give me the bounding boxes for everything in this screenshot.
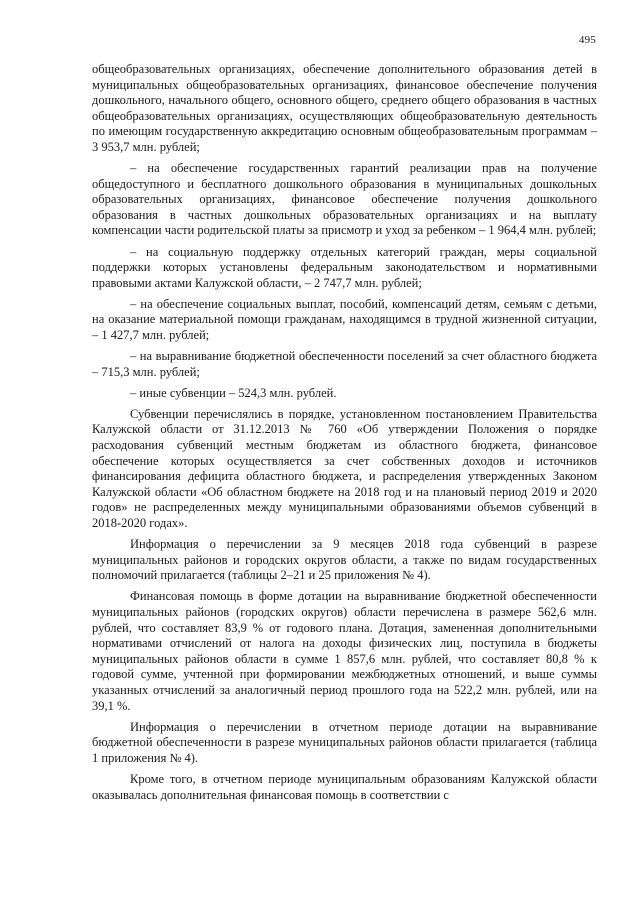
paragraph-additional-aid: Кроме того, в отчетном периоде муниципальным образованиям Калужской области оказывалась дополнительная финансовая помощь в соответствии с — [92, 771, 597, 802]
page-number: 495 — [578, 34, 596, 46]
paragraph-dotation-info: Информация о перечислении в отчетном периоде дотации на выравнивание бюджетной обеспеченности в разрезе муниципальных районов области прилагается (таблица 1 приложения № 4). — [92, 719, 597, 765]
page-body — [92, 62, 597, 809]
paragraph-preschool-guarantees: – на обеспечение государственных гарантий реализации прав на получение общедоступного и бесплатного дошкольного образования в муниципальных дошкольных образовательных организациях, финансовое обеспечение получения дошкольного образования в частных дошкольных образовательных организациях и на выплату компенсации части родительской платы за присмотр и уход за ребенком – 1 964,4 млн. рублей; — [92, 161, 597, 238]
paragraph-social-support: – на социальную поддержку отдельных категорий граждан, меры социальной поддержки которых установлены федеральным законодательством и нормативными правовыми актами Калужской области, – 2 747,7 млн. рублей; — [92, 244, 597, 290]
paragraph-subventions-order: Субвенции перечислялись в порядке, установленном постановлением Правительства Калужской области от 31.12.2013 № 760 «Об утверждении Положения о порядке расходования субвенций местным бюджетам из областного бюджета, финансовое обеспечение которых осуществляется за счет собственных доходов и источников финансирования дефицита областного бюджета, и распределения утвержденных Законом Калужской области «Об областном бюджете на 2018 год и на плановый период 2019 и 2020 годов» не распределенных между муниципальными образованиями объемов субвенций в 2018-2020 годах». — [92, 406, 597, 531]
paragraph-budget-equalization: – на выравнивание бюджетной обеспеченности поселений за счет областного бюджета – 715,3 млн. рублей; — [92, 349, 597, 379]
paragraph-financial-aid: Финансовая помощь в форме дотации на выравнивание бюджетной обеспеченности муниципальных районов (городских округов) области перечислена в размере 562,6 млн. рублей, что составляет 83,9 % от годового плана. Дотация, замененная дополнительными нормативами отчислений от налога на доходы физических лиц, поступила в бюджеты муниципальных районов области в сумме 1 857,6 млн. рублей, что составляет 80,8 % к годовой сумме, учтенной при формировании межбюджетных отношений, и выше суммы указанных отчислений за аналогичный период прошлого года на 522,2 млн. рублей, или на 39,1 %. — [92, 589, 597, 713]
paragraph-subventions-info: Информация о перечислении за 9 месяцев 2018 года субвенций в разрезе муниципальных районов и городских округов области, а также по видам государственных полномочий прилагается (таблицы 2–21 и 25 приложения № 4). — [92, 537, 597, 583]
paragraph-other-subventions: – иные субвенции – 524,3 млн. рублей. — [130, 385, 337, 400]
paragraph-continuation: общеобразовательных организациях, обеспечение дополнительного образования детей в муниципальных общеобразовательных организациях, финансовое обеспечение получения дошкольного, начального общего, основного общего, среднего общего образования в частных общеобразовательных организациях, осуществляющих общеобразовательную деятельность по имеющим государственную аккредитацию основным общеобразовательным программам – 3 953,7 млн. рублей; — [92, 62, 597, 154]
paragraph-social-payments: – на обеспечение социальных выплат, пособий, компенсаций детям, семьям с детьми, на оказание материальной помощи гражданам, находящимся в трудной жизненной ситуации, – 1 427,7 млн. рублей; — [92, 296, 597, 342]
